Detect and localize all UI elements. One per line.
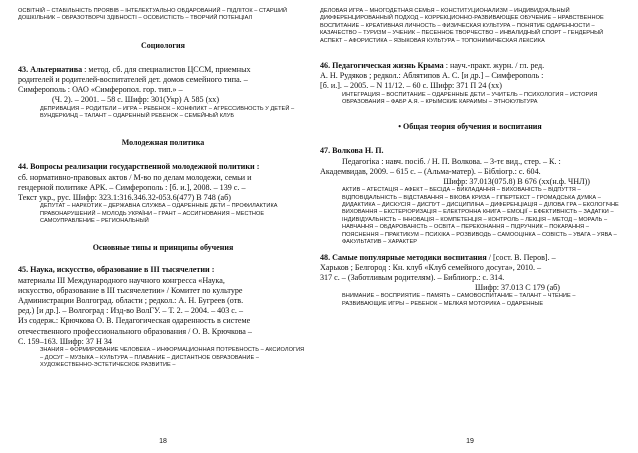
entry-line: 45. Наука, искусство, образование в III тысячелетии : — [18, 265, 215, 275]
entry-line: Педагогіка : навч. посіб. / Н. П. Волкова. – 3-тє вид., стер. – К. : — [342, 156, 561, 166]
entry-line: родителей и родителей-воспитателей дет. домов семейного типа. – — [18, 75, 248, 85]
entry-48 — [320, 253, 620, 294]
entry-shelfmark: Шифр: 37.013(075.8) В 676 (хх(н.ф. ЧНЛ)) — [443, 177, 590, 187]
right-page — [320, 0, 620, 453]
entry-line: Администрации Волгоград. области ; редкол.: А. Н. Бугреев (отв. — [18, 296, 244, 306]
entry-line: 43. Альтернатива : метод. сб. для специалистов ЦССМ, приемных — [18, 64, 251, 74]
left-page — [18, 0, 308, 453]
keywords-block: ДЕПРИВАЦИЯ – РОДИТЕЛИ – ИГРА – РЕБЕНОК – КОНФЛИКТ – АГРЕССИВНОСТЬ У ДЕТЕЙ – ВУНДЕРКИНД – ТАЛАНТ – ОДАРЕННЫЙ РЕБЕНОК – СЕМЕЙНЫЙ КЛУБ — [40, 105, 295, 120]
entry-line: С. 159–163. Шифр: 37 Н 34 — [18, 336, 112, 346]
entry-line: Академвидав, 2009. – 615 с. – (Альма-матер). – Бібліогр.: с. 604. — [320, 166, 541, 176]
section-heading: Социология — [141, 40, 185, 50]
section-heading: Молодежная политика — [121, 138, 205, 148]
keywords-block: ВНИМАНИЕ – ВОСПРИЯТИЕ – ПАМЯТЬ – САМОВОСПИТАНИЕ – ТАЛАНТ – ЧТЕНИЕ – РАЗВИВАЮЩИЕ ИГРЫ – РЕБЕНОК – МЕЛКАЯ МОТОРИКА – ОДАРЕННЫЕ — [342, 293, 576, 307]
keywords-block: ИНТЕГРАЦИЯ – ВОСПИТАНИЕ – ОДАРЕННЫЕ ДЕТИ – УЧИТЕЛЬ – ПСИХОЛОГИЯ – ИСТОРИЯ ОБРАЗОВАНИЯ – ФАБР А.Я. – КРЫМСКИЕ КАРАИМЫ – ЭТНОКУЛЬТУРА — [342, 91, 598, 106]
keywords-block: ДЕЛОВАЯ ИГРА – МНОГОДЕТНАЯ СЕМЬЯ – КОНСТИТУЦИОНАЛИЗМ – ИНДИВИДУАЛЬНЫЙ ДИФФЕРЕНЦИРОВАННЫЙ ПОДХОД – КОРРЕКЦИОННО-РАЗВИВАЮЩЕЕ ОБУЧЕНИЕ – НРАВСТВЕННОЕ ВОСПИТАНИЕ – КРЕАТИВНАЯ ЛИЧНОСТЬ – ФИЗИЧЕСКАЯ КУЛЬТУРА – ПОНЯТИЕ ОДАРЕННОСТИ – КАЗАЧЕСТВО – ТУРИЗМ – УЧЕНИК – ПЕСЕННОЕ ТВОРЧЕСТВО – ИНВАЛИДНЫЙ СПОРТ – ГЕНДЕРНЫЙ АСПЕКТ – АФОРИСТИКА – ЯЗЫКОВАЯ КУЛЬТУРА – ТОПОНИМИЧЕСКАЯ ЛЕКСИКА — [320, 8, 604, 44]
entry-line: 44. Вопросы реализации государственной молодежной политики : — [18, 162, 260, 172]
entry-shelfmark: (Ч. 2). – 2001. – 58 с. Шифр: 301(Укр) А 585 (хх) — [52, 95, 220, 105]
entry-line: Харьков ; Белгород : Кн. клуб «Клуб семейного досуга», 2010. – — [320, 262, 542, 272]
entry-45 — [18, 265, 308, 347]
entry-line: Текст укр., рус. Шифр: 323.1:316.346.32-053.6(477) В 748 (аб) — [18, 193, 231, 203]
entry-line: материалы III Международного научного конгресса «Наука, — [18, 275, 225, 285]
entry-line: 47. Волкова Н. П. — [320, 146, 384, 156]
entry-line: [б. и.]. – 2005. – N 11/12. – 60 с. Шифр: 371 П 24 (хх) — [320, 81, 502, 91]
section-heading: • Общая теория обучения и воспитания — [398, 122, 542, 132]
entry-line: отечественного профессионального образования / О. В. Крючкова – — [18, 326, 252, 336]
entry-shelfmark: Шифр: 37.013 С 179 (аб) — [474, 283, 560, 293]
keywords-block: АКТИВ – АТЕСТАЦІЯ – АФЕКТ – БЕСІДА – ВИКЛАДАННЯ – ВИХОВАНІСТЬ – ВІДПУТТЯ – ВІДПОВІДАЛЬНІСТЬ – ВІДСТАВАННЯ – ВІКОВА КРИЗА – ГІПЕРТЕКСТ – ГРОМАДСЬКА ДУМКА – ДИДАКТИКА – ДИСКУСІЯ – ДИСПУТ – ДИСЦИПЛІНА – ДИФЕРЕНЦІАЦІЯ – ДІЛОВА ГРА – ЕКОЛОГІЧНЕ ВИХОВАННЯ – ЕКСТЕРІОРИЗАЦІЯ – ЕЛЕКТРОННА КНИГА – ЕМОЦІЇ – ЕФЕКТИВНІСТЬ – ЗАДАТКИ – ІНДИВІДУАЛЬНІСТЬ – ІННОВАЦІЯ – КОМПЕТЕНЦІЯ – КОНТРОЛЬ – ЛЕКЦІЯ – МЕТОД – МОРАЛЬ – НАВЧАННЯ – ОБДАРОВАНІСТЬ – ОСВІТА – ПЕРЕКОНАННЯ – ПІДРУЧНИК – ПОКАРАННЯ – ПОЯСНЕННЯ – ПРАКТИКУМ – ПСИХІКА – РОЗВИВОДЬ – САМООЦІНКА – СОВІСТЬ – УВАГА – УЯВА – ФАКУЛЬТАТИВ – ХАРАКТЕР — [342, 187, 619, 246]
entry-line: Из содерж.: Крючкова О. В. Педагогическая одаренность в системе — [18, 316, 251, 326]
entry-line: А. Н. Рудяков ; редкол.: Аблятипов А. С. [и др.] – Симферополь : — [320, 71, 544, 81]
entry-line: 46. Педагогическая жизнь Крыма : науч.-практ. журн. / гл. ред. — [320, 61, 545, 71]
keywords-block: ЗНАНИЯ – ФОРМИРОВАНИЕ ЧЕЛОВЕКА – ИНФОРМАЦИОННАЯ ПОТРЕБНОСТЬ – АКСИОЛОГИЯ – ДОСУГ – МУЗЫКА – КУЛЬТУРА – ПЛАВАНИЕ – ДИСТАНТНОЕ ОБРАЗОВАНИЕ – ХУДОЖЕСТВЕННО-ЭСТЕТИЧЕСКОЕ РАЗВИТИЕ – — [40, 347, 305, 368]
entry-line: 317 с. – (Заботливым родителям). – Библиогр.: с. 314. — [320, 272, 505, 282]
entry-line: 48. Самые популярные методики воспитания / [сост. В. Перов]. – — [320, 252, 556, 262]
entry-43 — [18, 65, 308, 106]
entry-line: сб. нормативно-правовых актов / М-во по делам молодежи, семьи и — [18, 172, 252, 182]
entry-44 — [18, 162, 308, 203]
entry-line: Симферополь : ОАО «Симферопол. гор. тип.» – — [18, 85, 183, 95]
keywords-block: ДЕПУТАТ – НАРКОТИК – ДЕРЖАВНА СЛУЖБА – ОДАРЕННЫЕ ДЕТИ – ПРОФИЛАКТИКА ПРАВОНАРУШЕНИЙ – МОЛОДЬ УКРАЇНИ – ГРАНТ – АССИГНОВАНИЯ – МЕСТНОЕ САМОУПРАВЛЕНИЕ – РЕГИОНАЛЬНЫЙ — [40, 203, 278, 225]
section-heading: Основные типы и принципы обучения — [92, 243, 234, 253]
page-number: 18 — [159, 438, 167, 445]
entry-46 — [320, 61, 620, 92]
keywords-block: ОСВІТНІЙ – СТАБІЛЬНІСТЬ ПРОЯВІВ – ІНТЕЛЕКТУАЛЬНО ОБДАРОВАНИЙ – ПІДЛІТОК – СТАРШИЙ ДОШКІЛЬНИК – ОБРАЗОТВОРЧІ ЗДІБНОСТІ – ОСОБИСТІСТЬ – ТВОРЧИЙ ПОТЕНЦІАЛ — [18, 8, 288, 22]
entry-line: искусство, образование в III тысячелетии» / Комитет по культуре — [18, 285, 243, 295]
page-number: 19 — [466, 438, 474, 445]
entry-line: ред.) [и др.]. – Волгоград : Изд-во ВолГУ. – Т. 2. – 2004. – 403 с. – — [18, 306, 243, 316]
entry-line: гендерной политике АРК. – Симферополь : [б. и.], 2008. – 139 с. – — [18, 182, 246, 192]
entry-47 — [320, 146, 620, 187]
